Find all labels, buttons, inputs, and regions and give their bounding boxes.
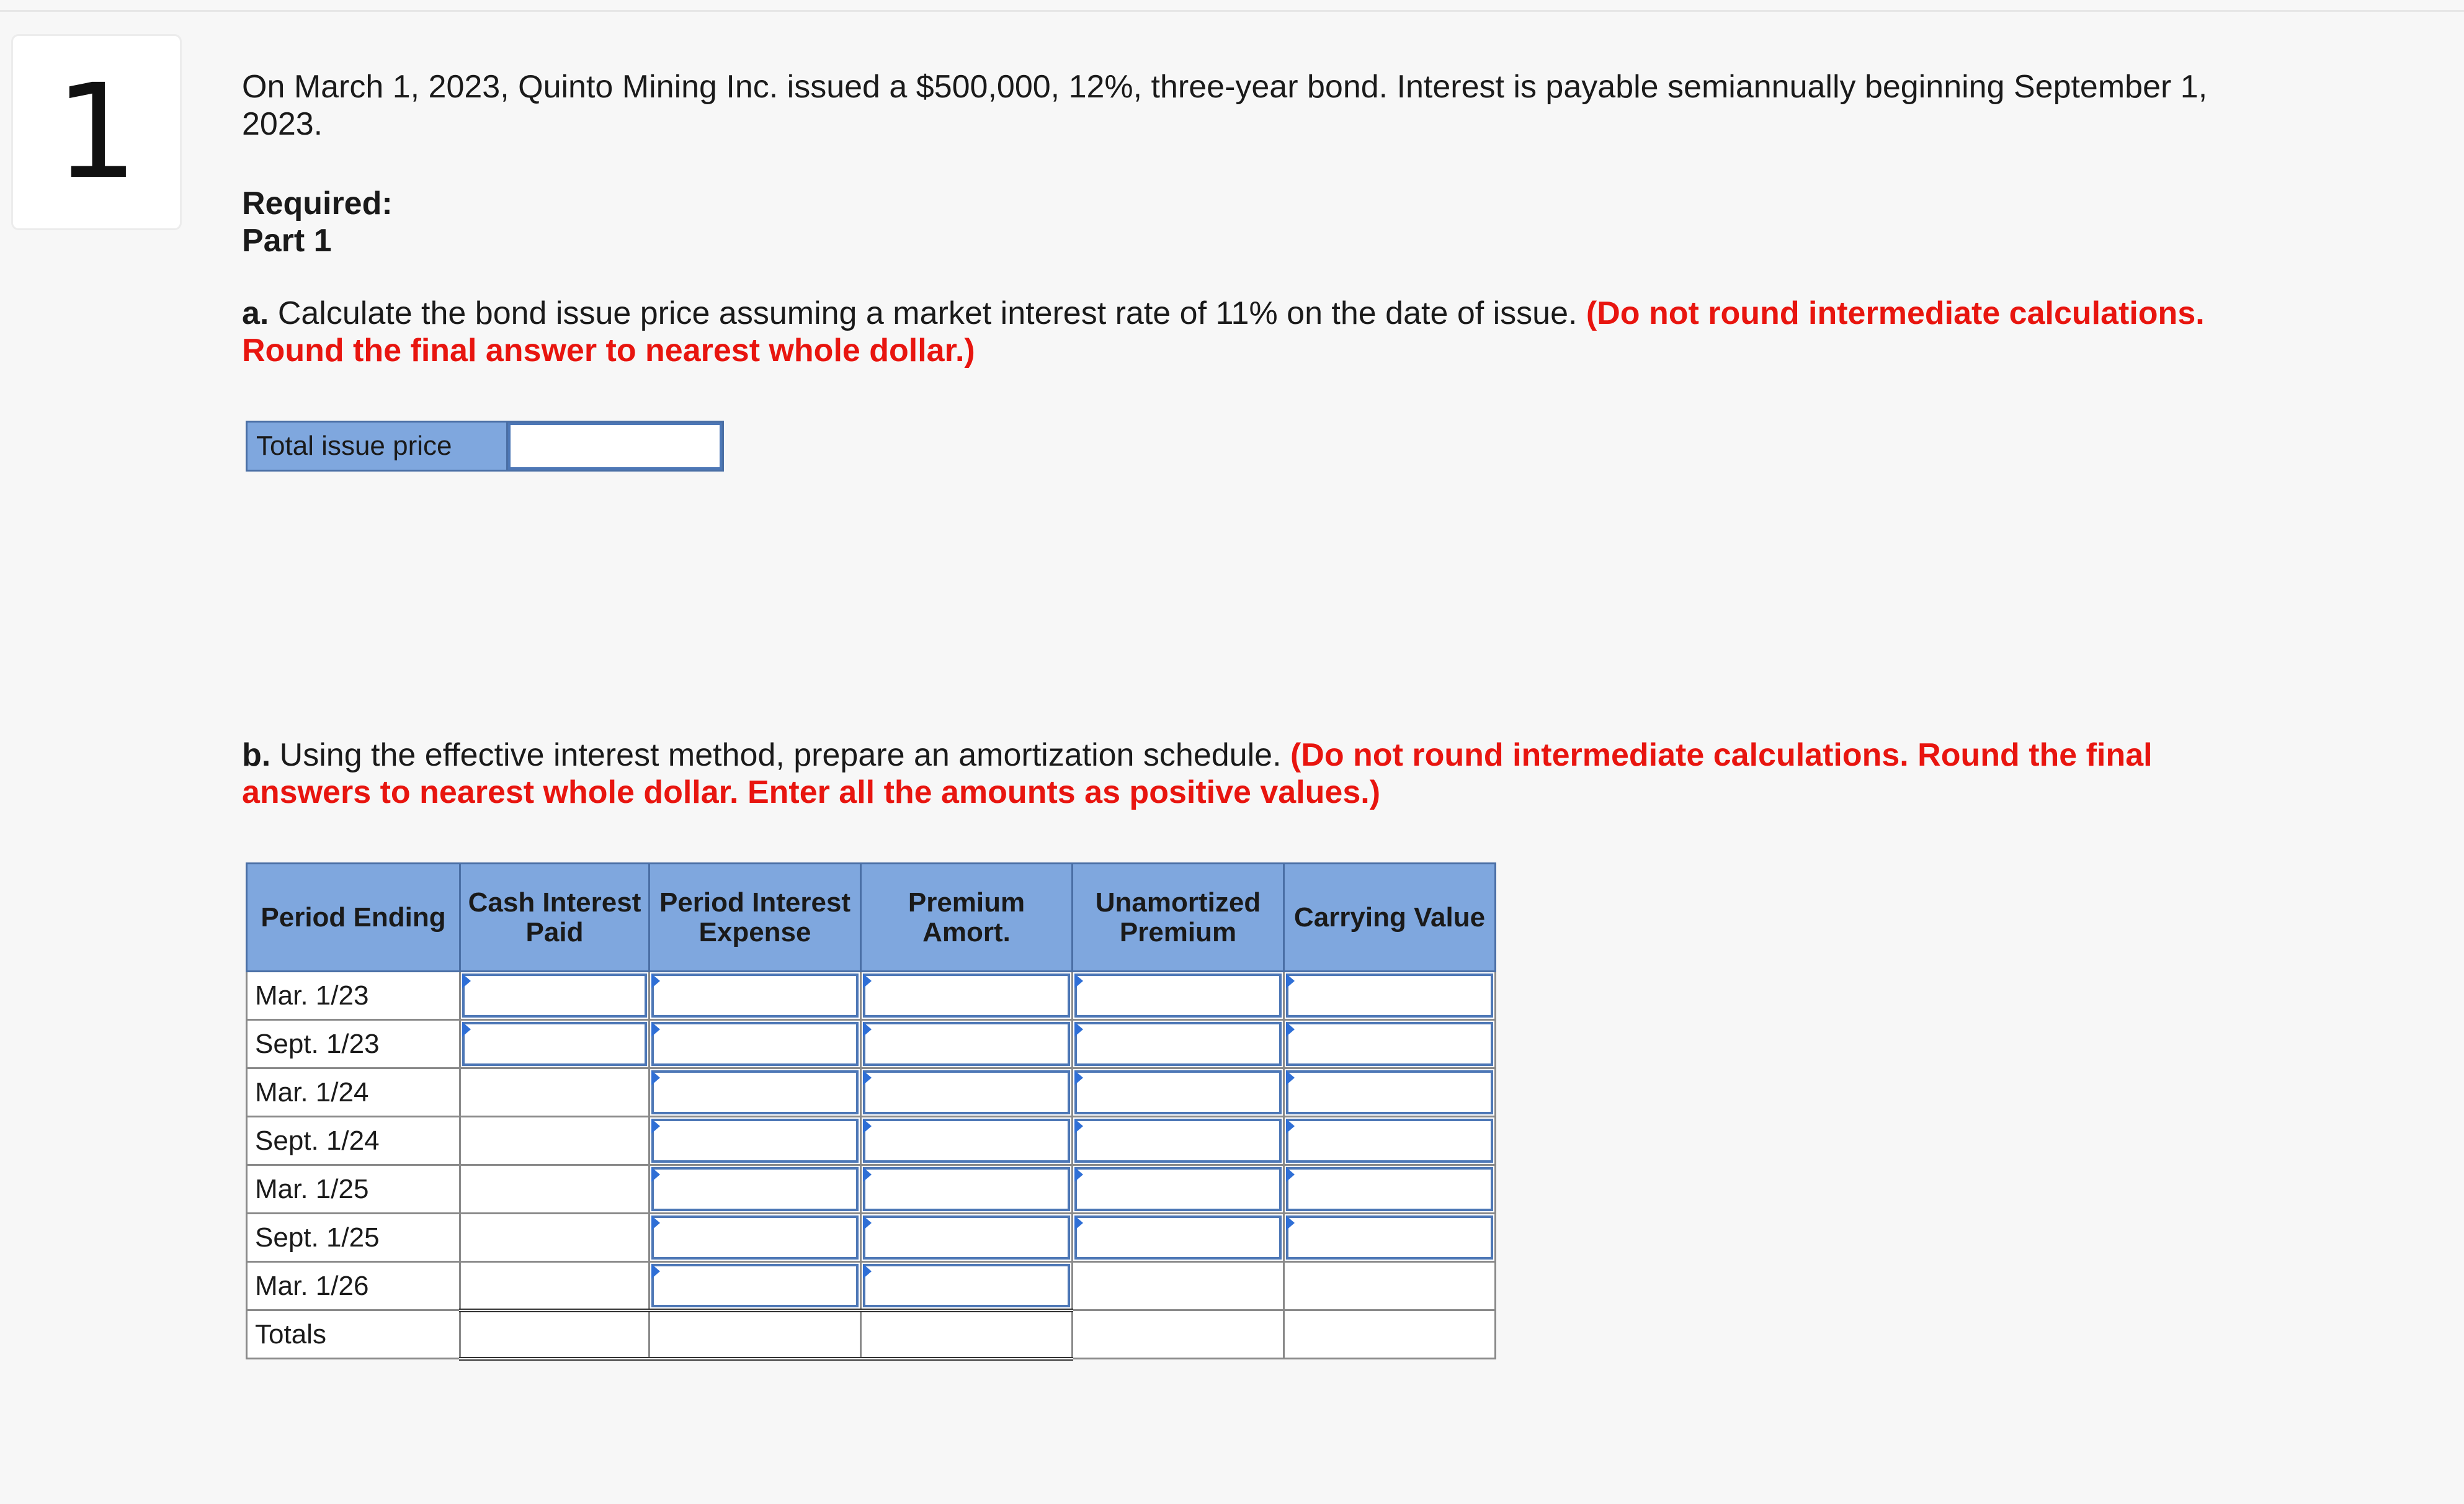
part-a-text: Calculate the bond issue price assuming a market interest rate of 11% on the date of issue. bbox=[269, 295, 1586, 331]
input-flag-icon bbox=[863, 1167, 872, 1182]
empty-cell bbox=[1284, 1310, 1496, 1359]
interest-expense-input[interactable] bbox=[649, 1068, 861, 1117]
input-flag-icon bbox=[1286, 1167, 1295, 1182]
total-issue-price-label: Total issue price bbox=[248, 423, 508, 470]
input-flag-icon bbox=[462, 974, 471, 988]
part-a-letter: a. bbox=[242, 295, 269, 331]
input-flag-icon bbox=[1074, 1022, 1083, 1037]
input-flag-icon bbox=[1286, 1119, 1295, 1134]
input-flag-icon bbox=[651, 974, 660, 988]
premium-amort-input[interactable] bbox=[861, 1262, 1073, 1310]
unamortized-premium-input[interactable] bbox=[1073, 972, 1284, 1020]
part-b-text: Using the effective interest method, prepare an amortization schedule. bbox=[270, 737, 1290, 773]
input-flag-icon bbox=[462, 1022, 471, 1037]
required-block bbox=[242, 185, 393, 259]
carrying-value-input[interactable] bbox=[1284, 1117, 1496, 1165]
part-b-prompt bbox=[242, 736, 2264, 811]
interest-expense-input[interactable] bbox=[649, 1165, 861, 1214]
interest-expense-input[interactable] bbox=[649, 972, 861, 1020]
empty-cell bbox=[1284, 1262, 1496, 1310]
part-a-instruction: (Do not round intermediate calculations. Round the final answer to nearest whole dollar.) bbox=[242, 295, 2205, 369]
empty-cell bbox=[460, 1214, 649, 1262]
header-unamortized-premium: Unamortized Premium bbox=[1073, 864, 1284, 972]
question-number-box bbox=[11, 34, 182, 230]
input-flag-icon bbox=[863, 1215, 872, 1230]
input-flag-icon bbox=[651, 1167, 660, 1182]
table-row bbox=[247, 1020, 1496, 1068]
total-cash-interest-cell bbox=[460, 1310, 649, 1359]
input-flag-icon bbox=[863, 974, 872, 988]
cash-interest-input[interactable] bbox=[460, 972, 649, 1020]
period-label: Mar. 1/23 bbox=[247, 972, 460, 1020]
table-row bbox=[247, 1068, 1496, 1117]
period-label: Mar. 1/25 bbox=[247, 1165, 460, 1214]
amortization-schedule-table bbox=[246, 862, 1496, 1361]
question-intro bbox=[242, 68, 2264, 143]
table-row bbox=[247, 972, 1496, 1020]
empty-cell bbox=[1073, 1262, 1284, 1310]
input-flag-icon bbox=[651, 1022, 660, 1037]
period-label: Mar. 1/24 bbox=[247, 1068, 460, 1117]
empty-cell bbox=[1073, 1310, 1284, 1359]
part-b-letter: b. bbox=[242, 737, 271, 773]
total-issue-price-input[interactable] bbox=[508, 423, 722, 470]
total-issue-price-row bbox=[246, 421, 724, 472]
empty-cell bbox=[460, 1165, 649, 1214]
cash-interest-input[interactable] bbox=[460, 1020, 649, 1068]
header-cash-interest-paid: Cash Interest Paid bbox=[460, 864, 649, 972]
interest-expense-input[interactable] bbox=[649, 1262, 861, 1310]
empty-cell bbox=[460, 1068, 649, 1117]
input-flag-icon bbox=[1286, 1215, 1295, 1230]
input-flag-icon bbox=[863, 1022, 872, 1037]
question-number: 1 bbox=[55, 56, 138, 208]
period-label: Mar. 1/26 bbox=[247, 1262, 460, 1310]
premium-amort-input[interactable] bbox=[861, 1020, 1073, 1068]
part-b-instruction: (Do not round intermediate calculations. Round the final answers to nearest whole dollar. Enter all the amounts as positive values.) bbox=[242, 737, 2153, 810]
premium-amort-input[interactable] bbox=[861, 1068, 1073, 1117]
table-row bbox=[247, 1214, 1496, 1262]
table-row bbox=[247, 1117, 1496, 1165]
unamortized-premium-input[interactable] bbox=[1073, 1117, 1284, 1165]
input-flag-icon bbox=[1074, 1119, 1083, 1134]
empty-cell bbox=[460, 1262, 649, 1310]
input-flag-icon bbox=[1074, 1167, 1083, 1182]
unamortized-premium-input[interactable] bbox=[1073, 1068, 1284, 1117]
part-a-prompt bbox=[242, 295, 2264, 369]
unamortized-premium-input[interactable] bbox=[1073, 1165, 1284, 1214]
carrying-value-input[interactable] bbox=[1284, 1165, 1496, 1214]
table-row bbox=[247, 1262, 1496, 1310]
carrying-value-input[interactable] bbox=[1284, 1068, 1496, 1117]
intro-text: On March 1, 2023, Quinto Mining Inc. issued a $500,000, 12%, three-year bond. Interest is payable semiannually beginning September 1, 2023. bbox=[242, 69, 2208, 142]
input-flag-icon bbox=[1286, 974, 1295, 988]
carrying-value-input[interactable] bbox=[1284, 1020, 1496, 1068]
premium-amort-input[interactable] bbox=[861, 1214, 1073, 1262]
table-row bbox=[247, 1165, 1496, 1214]
top-divider bbox=[0, 10, 2464, 12]
premium-amort-input[interactable] bbox=[861, 972, 1073, 1020]
input-flag-icon bbox=[863, 1119, 872, 1134]
interest-expense-input[interactable] bbox=[649, 1117, 861, 1165]
empty-cell bbox=[460, 1117, 649, 1165]
input-flag-icon bbox=[651, 1215, 660, 1230]
period-label: Sept. 1/24 bbox=[247, 1117, 460, 1165]
carrying-value-input[interactable] bbox=[1284, 1214, 1496, 1262]
header-period-interest-expense: Period Interest Expense bbox=[649, 864, 861, 972]
totals-row bbox=[247, 1310, 1496, 1359]
input-flag-icon bbox=[651, 1070, 660, 1085]
interest-expense-input[interactable] bbox=[649, 1214, 861, 1262]
unamortized-premium-input[interactable] bbox=[1073, 1020, 1284, 1068]
required-label: Required: bbox=[242, 186, 393, 222]
total-interest-expense-cell bbox=[649, 1310, 861, 1359]
table-header-row bbox=[247, 864, 1496, 972]
input-flag-icon bbox=[1074, 974, 1083, 988]
input-flag-icon bbox=[1074, 1215, 1083, 1230]
input-flag-icon bbox=[1286, 1022, 1295, 1037]
header-premium-amort: Premium Amort. bbox=[861, 864, 1073, 972]
input-flag-icon bbox=[1286, 1070, 1295, 1085]
premium-amort-input[interactable] bbox=[861, 1117, 1073, 1165]
input-flag-icon bbox=[863, 1070, 872, 1085]
period-label: Sept. 1/23 bbox=[247, 1020, 460, 1068]
header-period-ending: Period Ending bbox=[247, 864, 460, 972]
total-premium-amort-cell bbox=[861, 1310, 1073, 1359]
input-flag-icon bbox=[651, 1119, 660, 1134]
totals-label: Totals bbox=[247, 1310, 460, 1359]
carrying-value-input[interactable] bbox=[1284, 972, 1496, 1020]
input-flag-icon bbox=[863, 1264, 872, 1279]
input-flag-icon bbox=[1074, 1070, 1083, 1085]
premium-amort-input[interactable] bbox=[861, 1165, 1073, 1214]
header-carrying-value: Carrying Value bbox=[1284, 864, 1496, 972]
input-flag-icon bbox=[651, 1264, 660, 1279]
period-label: Sept. 1/25 bbox=[247, 1214, 460, 1262]
unamortized-premium-input[interactable] bbox=[1073, 1214, 1284, 1262]
part-label: Part 1 bbox=[242, 223, 332, 259]
interest-expense-input[interactable] bbox=[649, 1020, 861, 1068]
